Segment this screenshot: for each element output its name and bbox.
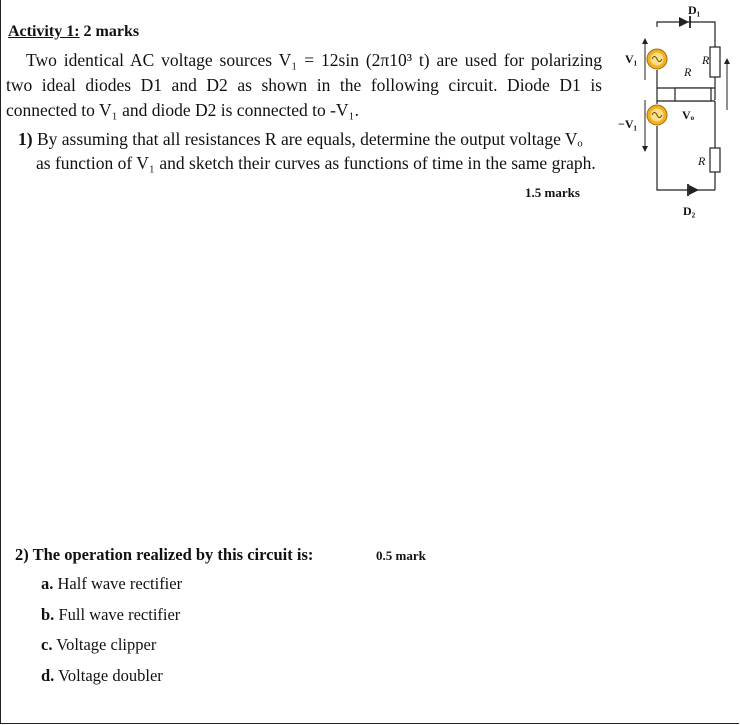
wire-top: [657, 22, 715, 47]
activity-title: [8, 23, 139, 41]
r-bottom-label: R: [698, 154, 706, 168]
vo-label: Vₒ: [682, 108, 695, 122]
option-d-letter: d.: [41, 666, 55, 685]
source-v1: [647, 49, 667, 69]
option-d-text: Voltage doubler: [58, 666, 163, 685]
option-a-text: Half wave rectifier: [57, 574, 183, 593]
option-b-letter: b.: [41, 605, 55, 624]
option-b-text: Full wave rectifier: [58, 605, 181, 624]
question-1-line-2: as function of V₁ and sketch their curves as functions of time in the same graph.: [36, 153, 596, 173]
v1-arrow-head: [642, 38, 648, 44]
option-d[interactable]: [41, 666, 163, 686]
intro-line-3: connected to V₁ and diode D2 is connected to -V₁.: [6, 100, 360, 120]
resistor-top: [710, 47, 720, 77]
neg-v1-label: −V₁: [618, 117, 638, 131]
d2-label: D₂: [683, 204, 696, 218]
vo-arrow-head: [724, 58, 730, 64]
question-1-number: 1): [18, 129, 33, 149]
question-2-marks: 0.5 mark: [376, 548, 426, 563]
option-c-text: Voltage clipper: [56, 635, 157, 654]
option-c-letter: c.: [41, 635, 53, 654]
question-2: 2) The operation realized by this circuit is:: [15, 545, 314, 564]
activity-title-label: Activity 1:: [8, 23, 80, 40]
r-top-label: R: [702, 53, 710, 67]
r-mid-label: R: [684, 65, 692, 79]
activity-title-marks: 2 marks: [79, 23, 140, 40]
intro-paragraph: [6, 48, 602, 123]
circuit-wires: [657, 22, 715, 190]
intro-line-2: two ideal diodes D1 and D2 as shown in the following circuit. Diode D1 is: [6, 75, 602, 95]
diode-d2: [688, 184, 699, 196]
resistor-middle: [675, 88, 711, 101]
question-1-line-1: 1) By assuming that all resistances R are equals, determine the output voltage Vₒ: [18, 129, 583, 149]
neg-v1-arrow-head: [642, 146, 648, 152]
v1-label: V₁: [625, 52, 638, 66]
question-1-marks: 1.5 marks: [525, 185, 580, 200]
d1-label: D₁: [688, 3, 701, 17]
wire-bottom: [657, 126, 715, 190]
option-b[interactable]: [41, 605, 180, 625]
diode-d1: [679, 16, 690, 28]
circuit-diagram: [605, 0, 740, 240]
option-a[interactable]: [41, 574, 182, 594]
option-c[interactable]: [41, 635, 156, 655]
intro-line-1: Two identical AC voltage sources V₁ = 12sin (2π10³ t) are used for polarizing: [26, 50, 602, 70]
option-a-letter: a.: [41, 574, 54, 593]
resistor-bottom: [710, 148, 720, 172]
source-neg-v1: [647, 105, 667, 125]
question-1: [18, 127, 608, 175]
